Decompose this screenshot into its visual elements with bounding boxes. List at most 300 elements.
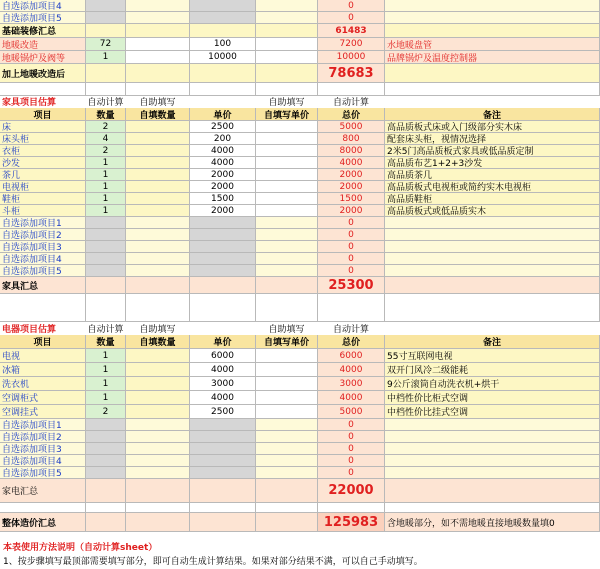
table-row — [0, 391, 600, 405]
cell-total: 2000 — [318, 205, 385, 217]
cell-qty-auto[interactable]: 1 — [86, 363, 126, 377]
cell-unit-price — [190, 322, 256, 335]
cell-qty-manual — [126, 169, 190, 181]
cell-price-manual[interactable] — [256, 391, 318, 405]
cell-unit-price[interactable] — [190, 0, 256, 12]
cell-qty-auto[interactable]: 1 — [86, 205, 126, 217]
cell-qty-auto[interactable] — [86, 431, 126, 443]
cell-remark — [385, 24, 600, 38]
cell-price-manual[interactable] — [256, 133, 318, 145]
cell-qty-manual[interactable] — [126, 467, 190, 479]
cell-unit-price[interactable]: 10000 — [190, 51, 256, 64]
cell-remark: 2米5门高品质板式家具或低品质定制 — [385, 145, 600, 157]
table-row — [0, 377, 600, 391]
cell-total: 0 — [318, 265, 385, 277]
table-row — [0, 349, 600, 363]
cell-total: 0 — [318, 12, 385, 24]
cell-item: 地暖改造 — [0, 38, 86, 51]
table-row — [0, 169, 600, 181]
cell-price-manual — [256, 277, 318, 294]
cell-price-manual[interactable] — [256, 431, 318, 443]
table-row — [0, 217, 600, 229]
table-row — [0, 443, 600, 455]
cell-price-manual: 自填写单价 — [256, 335, 318, 349]
cell-total: 6000 — [318, 349, 385, 363]
cell-qty-manual — [126, 391, 190, 405]
cell-qty-manual: 自助填写 — [139, 324, 176, 335]
cell-total: 3000 — [318, 377, 385, 391]
cell-price-manual[interactable] — [256, 467, 318, 479]
cell-total: 0 — [318, 467, 385, 479]
table-row — [0, 419, 600, 431]
cell-qty-manual[interactable] — [126, 503, 190, 513]
cell-qty-manual[interactable] — [126, 419, 190, 431]
table-row — [0, 479, 600, 503]
cell-total: 25300 — [318, 277, 385, 294]
cell-qty-auto — [86, 24, 126, 38]
cell-total: 0 — [318, 253, 385, 265]
cell-item — [0, 294, 86, 322]
cell-qty-manual — [126, 64, 190, 83]
cell-price-manual[interactable] — [256, 12, 318, 24]
cell-total: 5000 — [318, 121, 385, 133]
cell-unit-price[interactable]: 100 — [190, 38, 256, 51]
cell-qty-manual[interactable] — [126, 431, 190, 443]
cell-qty-auto[interactable] — [86, 253, 126, 265]
cell-qty-auto — [86, 479, 126, 503]
cell-item: 地暖锅炉及阀等 — [0, 51, 86, 64]
cell-remark: 55寸互联网电视 — [385, 349, 600, 363]
cell-item: 电视柜 — [0, 181, 86, 193]
cell-qty-auto: 数量 — [86, 335, 126, 349]
cell-qty-auto: 自动计算 — [87, 98, 124, 108]
cell-unit-price: 单价 — [190, 108, 256, 121]
cell-qty-manual[interactable] — [126, 265, 190, 277]
cell-price-manual[interactable] — [256, 38, 318, 51]
cell-remark[interactable] — [385, 443, 600, 455]
cell-qty-manual[interactable] — [126, 241, 190, 253]
cell-qty-manual — [126, 479, 190, 503]
cell-remark — [385, 277, 600, 294]
cell-item: 自选添加项目2 — [0, 229, 86, 241]
cell-total: 7200 — [318, 38, 385, 51]
cell-qty-manual — [126, 277, 190, 294]
cell-item: 自选添加项目5 — [0, 467, 86, 479]
cell-qty-manual — [126, 349, 190, 363]
cell-price-manual[interactable] — [256, 443, 318, 455]
cell-price-manual[interactable] — [256, 121, 318, 133]
table-row — [0, 205, 600, 217]
cell-price-manual: 自助填写 — [268, 324, 305, 335]
cell-unit-price[interactable] — [190, 294, 256, 322]
cell-item: 自选添加项目1 — [0, 419, 86, 431]
cell-qty-manual[interactable] — [126, 253, 190, 265]
cell-qty-auto[interactable] — [86, 419, 126, 431]
cell-price-manual[interactable] — [256, 51, 318, 64]
cell-total: 10000 — [318, 51, 385, 64]
cell-total[interactable] — [318, 503, 385, 513]
table-row — [0, 145, 600, 157]
cell-qty-manual — [126, 181, 190, 193]
cell-qty-auto[interactable]: 2 — [86, 145, 126, 157]
cell-total[interactable] — [318, 83, 385, 96]
cell-remark[interactable] — [385, 83, 600, 96]
cell-qty-manual — [126, 205, 190, 217]
table-row — [0, 193, 600, 205]
cell-remark: 中档性价比柜式空调 — [385, 391, 600, 405]
cell-qty-auto — [86, 277, 126, 294]
cell-total: 总价 — [318, 108, 385, 121]
cell-remark: 高品质板式或低品质实木 — [385, 205, 600, 217]
cell-qty-auto — [86, 64, 126, 83]
cell-price-manual: 自填写单价 — [256, 108, 318, 121]
cell-qty-auto[interactable]: 1 — [86, 169, 126, 181]
table-row — [0, 12, 600, 24]
cell-price-manual[interactable] — [256, 419, 318, 431]
cell-unit-price[interactable]: 2000 — [190, 205, 256, 217]
cell-qty-auto[interactable] — [86, 83, 126, 96]
cell-price-manual[interactable] — [256, 83, 318, 96]
cell-unit-price — [190, 64, 256, 83]
cell-unit-price[interactable] — [190, 467, 256, 479]
cell-remark — [385, 96, 600, 108]
table-row — [0, 229, 600, 241]
cell-item: 自选添加项目4 — [0, 455, 86, 467]
table-row — [0, 253, 600, 265]
cell-total: 22000 — [318, 479, 385, 503]
cell-qty-auto[interactable] — [86, 229, 126, 241]
cell-price-manual: 自助填写 — [268, 98, 305, 108]
cell-price-manual[interactable] — [256, 405, 318, 419]
table-row — [0, 121, 600, 133]
cell-unit-price[interactable] — [190, 241, 256, 253]
cell-qty-manual — [126, 145, 190, 157]
section-title-row — [0, 322, 600, 335]
cell-item: 自选添加项目1 — [0, 217, 86, 229]
cell-total: 8000 — [318, 145, 385, 157]
cell-total: 2000 — [318, 169, 385, 181]
cell-qty-manual — [126, 405, 190, 419]
cell-item: 冰箱 — [0, 363, 86, 377]
cell-price-manual — [256, 479, 318, 503]
table-row — [0, 503, 600, 513]
cell-item: 床 — [0, 121, 86, 133]
cell-qty-manual — [126, 193, 190, 205]
cell-price-manual[interactable] — [256, 145, 318, 157]
cell-qty-manual[interactable] — [126, 83, 190, 96]
cell-item: 空调柜式 — [0, 391, 86, 405]
table-row — [0, 157, 600, 169]
cell-price-manual[interactable] — [256, 169, 318, 181]
cell-qty-auto[interactable]: 1 — [86, 377, 126, 391]
cell-unit-price — [190, 513, 256, 532]
cell-price-manual[interactable] — [256, 157, 318, 169]
cell-qty-manual — [126, 157, 190, 169]
cell-remark[interactable] — [385, 12, 600, 24]
cell-qty-manual[interactable] — [126, 217, 190, 229]
cell-remark[interactable] — [385, 241, 600, 253]
cell-qty-auto: 数量 — [86, 108, 126, 121]
cell-remark: 高品质板式床或入门级部分实木床 — [385, 121, 600, 133]
cell-unit-price[interactable]: 2000 — [190, 169, 256, 181]
cell-price-manual — [256, 513, 318, 532]
table-row — [0, 467, 600, 479]
cell-item: 基础装修汇总 — [0, 24, 86, 38]
cell-qty-manual — [126, 377, 190, 391]
cell-remark[interactable] — [385, 455, 600, 467]
table-row — [0, 277, 600, 294]
cell-qty-auto[interactable]: 1 — [86, 157, 126, 169]
cell-unit-price: 单价 — [190, 335, 256, 349]
cell-item: 自选添加项目5 — [0, 265, 86, 277]
table-row — [0, 181, 600, 193]
cell-price-manual — [256, 64, 318, 83]
cell-unit-price[interactable] — [190, 265, 256, 277]
cell-unit-price[interactable]: 4000 — [190, 391, 256, 405]
cell-qty-manual: 自助填写 — [139, 98, 176, 108]
cell-unit-price[interactable]: 1500 — [190, 193, 256, 205]
cell-qty-manual — [126, 121, 190, 133]
cell-remark: 高品质板式电视柜或简约实木电视柜 — [385, 181, 600, 193]
cell-qty-auto[interactable] — [86, 455, 126, 467]
cell-item: 床头柜 — [0, 133, 86, 145]
cell-total: 1500 — [318, 193, 385, 205]
table-row — [0, 0, 600, 12]
cell-total: 5000 — [318, 405, 385, 419]
cell-unit-price[interactable]: 4000 — [190, 157, 256, 169]
cell-total: 4000 — [318, 363, 385, 377]
cell-qty-manual — [126, 513, 190, 532]
cell-qty-manual — [126, 133, 190, 145]
cell-unit-price — [190, 277, 256, 294]
cell-total: 800 — [318, 133, 385, 145]
cell-remark[interactable] — [385, 253, 600, 265]
cell-remark — [385, 322, 600, 335]
cell-qty-auto[interactable]: 72 — [86, 38, 126, 51]
cell-remark: 高品质茶几 — [385, 169, 600, 181]
cell-price-manual[interactable] — [256, 294, 318, 322]
table-row — [0, 431, 600, 443]
cell-unit-price — [190, 24, 256, 38]
cell-remark[interactable] — [385, 294, 600, 322]
cell-unit-price[interactable] — [190, 443, 256, 455]
cell-price-manual[interactable] — [256, 503, 318, 513]
cell-qty-auto: 自动计算 — [87, 324, 124, 335]
cell-unit-price[interactable] — [190, 83, 256, 96]
cell-item: 鞋柜 — [0, 193, 86, 205]
cell-qty-auto[interactable]: 4 — [86, 133, 126, 145]
cell-unit-price[interactable]: 4000 — [190, 363, 256, 377]
cell-qty-auto[interactable] — [86, 503, 126, 513]
cell-unit-price[interactable]: 2000 — [190, 181, 256, 193]
cell-qty-manual: 自填数量 — [126, 335, 190, 349]
cell-total: 4000 — [318, 391, 385, 405]
cell-qty-manual[interactable] — [126, 12, 190, 24]
notes-title: 本表使用方法说明（自动计算sheet） — [3, 543, 158, 553]
cell-qty-manual[interactable] — [126, 443, 190, 455]
cell-qty-auto[interactable] — [86, 0, 126, 12]
table-row — [0, 513, 600, 532]
cell-remark: 9公斤滚筒自动洗衣机+烘干 — [385, 377, 600, 391]
cell-qty-auto[interactable] — [86, 443, 126, 455]
cell-price-manual[interactable] — [256, 181, 318, 193]
cell-qty-manual[interactable] — [126, 38, 190, 51]
cell-price-manual[interactable] — [256, 217, 318, 229]
table-row — [0, 64, 600, 83]
cell-price-manual[interactable] — [256, 363, 318, 377]
cell-unit-price — [190, 479, 256, 503]
cell-total: 4000 — [318, 157, 385, 169]
cell-item: 衣柜 — [0, 145, 86, 157]
cell-total: 自动计算 — [332, 324, 369, 335]
cell-unit-price[interactable] — [190, 12, 256, 24]
cell-unit-price[interactable] — [190, 419, 256, 431]
cell-unit-price[interactable] — [190, 431, 256, 443]
cell-qty-auto[interactable]: 1 — [86, 181, 126, 193]
cell-qty-auto — [86, 513, 126, 532]
cell-unit-price[interactable] — [190, 253, 256, 265]
cell-remark: 备注 — [385, 108, 600, 121]
cell-qty-auto[interactable]: 1 — [86, 51, 126, 64]
cell-item: 项目 — [0, 335, 86, 349]
section-title-row — [0, 96, 600, 108]
table-row — [0, 241, 600, 253]
cell-price-manual[interactable] — [256, 229, 318, 241]
cell-qty-manual[interactable] — [126, 294, 190, 322]
cell-unit-price[interactable] — [190, 217, 256, 229]
cell-unit-price[interactable]: 200 — [190, 133, 256, 145]
cell-item: 洗衣机 — [0, 377, 86, 391]
cell-item: 空调挂式 — [0, 405, 86, 419]
cell-item: 自选添加项目3 — [0, 241, 86, 253]
cell-qty-auto[interactable] — [86, 294, 126, 322]
cell-item — [0, 83, 86, 96]
cell-unit-price[interactable]: 3000 — [190, 377, 256, 391]
cell-remark: 备注 — [385, 335, 600, 349]
cell-item — [0, 503, 86, 513]
table-row — [0, 363, 600, 377]
cell-remark — [385, 479, 600, 503]
cell-price-manual[interactable] — [256, 349, 318, 363]
cell-price-manual[interactable] — [256, 193, 318, 205]
cell-total: 78683 — [318, 64, 385, 83]
cell-remark — [385, 64, 600, 83]
cell-unit-price[interactable]: 4000 — [190, 145, 256, 157]
cell-remark: 双开门风冷二级能耗 — [385, 363, 600, 377]
cell-qty-auto[interactable]: 1 — [86, 193, 126, 205]
cell-qty-auto[interactable] — [86, 467, 126, 479]
cell-qty-manual[interactable] — [126, 455, 190, 467]
cell-price-manual[interactable] — [256, 265, 318, 277]
cell-item: 家电汇总 — [0, 479, 86, 503]
cell-item: 家具汇总 — [0, 277, 86, 294]
cell-total: 0 — [318, 431, 385, 443]
table-row — [0, 335, 600, 349]
cell-item: 斗柜 — [0, 205, 86, 217]
table-row — [0, 38, 600, 51]
cell-price-manual[interactable] — [256, 455, 318, 467]
table-row — [0, 51, 600, 64]
cell-remark[interactable] — [385, 467, 600, 479]
cell-qty-manual — [126, 363, 190, 377]
cell-unit-price[interactable]: 2500 — [190, 405, 256, 419]
cell-item: 沙发 — [0, 157, 86, 169]
cell-qty-manual: 自填数量 — [126, 108, 190, 121]
cell-remark: 含地暖部分，如不需地暖直接地暖数量填0 — [385, 513, 600, 532]
cell-item: 整体造价汇总 — [0, 513, 86, 532]
cell-remark[interactable] — [385, 0, 600, 12]
cell-total: 0 — [318, 229, 385, 241]
cell-qty-auto[interactable]: 2 — [86, 405, 126, 419]
cell-price-manual[interactable] — [256, 253, 318, 265]
cell-qty-auto[interactable]: 1 — [86, 391, 126, 405]
table-row — [0, 455, 600, 467]
cell-total[interactable] — [318, 294, 385, 322]
cell-item: 电器项目估算 — [2, 324, 57, 335]
cell-total: 0 — [318, 241, 385, 253]
cell-qty-auto[interactable] — [86, 217, 126, 229]
cell-remark: 中档性价比挂式空调 — [385, 405, 600, 419]
cell-item: 项目 — [0, 108, 86, 121]
cell-unit-price[interactable] — [190, 503, 256, 513]
cell-remark: 品牌锅炉及温度控制器 — [385, 51, 600, 64]
cell-remark: 高品质布艺1+2+3沙发 — [385, 157, 600, 169]
cell-price-manual[interactable] — [256, 377, 318, 391]
cell-item: 电视 — [0, 349, 86, 363]
cell-qty-manual[interactable] — [126, 229, 190, 241]
cell-price-manual[interactable] — [256, 205, 318, 217]
table-row — [0, 24, 600, 38]
cell-qty-manual[interactable] — [126, 51, 190, 64]
cell-unit-price[interactable]: 6000 — [190, 349, 256, 363]
cell-remark: 水地暖盘管 — [385, 38, 600, 51]
cell-qty-auto[interactable]: 1 — [86, 349, 126, 363]
cell-qty-auto[interactable]: 2 — [86, 121, 126, 133]
cell-qty-manual — [126, 24, 190, 38]
cell-remark[interactable] — [385, 431, 600, 443]
cell-price-manual[interactable] — [256, 0, 318, 12]
table-row — [0, 83, 600, 96]
cell-item: 家具项目估算 — [2, 98, 57, 108]
usage-notes — [0, 541, 600, 569]
cell-total: 0 — [318, 443, 385, 455]
cell-remark[interactable] — [385, 265, 600, 277]
table-row — [0, 108, 600, 121]
cell-total: 61483 — [318, 24, 385, 38]
cell-unit-price[interactable] — [190, 455, 256, 467]
cell-item: 自选添加项目4 — [0, 0, 86, 12]
cell-remark[interactable] — [385, 503, 600, 513]
cell-qty-auto[interactable] — [86, 265, 126, 277]
cell-remark[interactable] — [385, 217, 600, 229]
cell-unit-price[interactable] — [190, 229, 256, 241]
cell-total: 0 — [318, 217, 385, 229]
cell-unit-price — [190, 96, 256, 108]
table-row — [0, 294, 600, 322]
cell-total: 0 — [318, 0, 385, 12]
cell-unit-price[interactable]: 2500 — [190, 121, 256, 133]
notes-line-1: 1、按步骤填写最顶部需要填写部分，即可自动生成计算结果。如果对部分结果不满，可以自己手动填写。 — [3, 557, 423, 567]
cell-remark[interactable] — [385, 419, 600, 431]
cell-qty-manual[interactable] — [126, 0, 190, 12]
cell-total: 125983 — [318, 513, 385, 532]
cell-remark[interactable] — [385, 229, 600, 241]
cell-qty-auto[interactable] — [86, 241, 126, 253]
cell-price-manual[interactable] — [256, 241, 318, 253]
cell-qty-auto[interactable] — [86, 12, 126, 24]
cell-total: 0 — [318, 455, 385, 467]
cell-total: 总价 — [318, 335, 385, 349]
